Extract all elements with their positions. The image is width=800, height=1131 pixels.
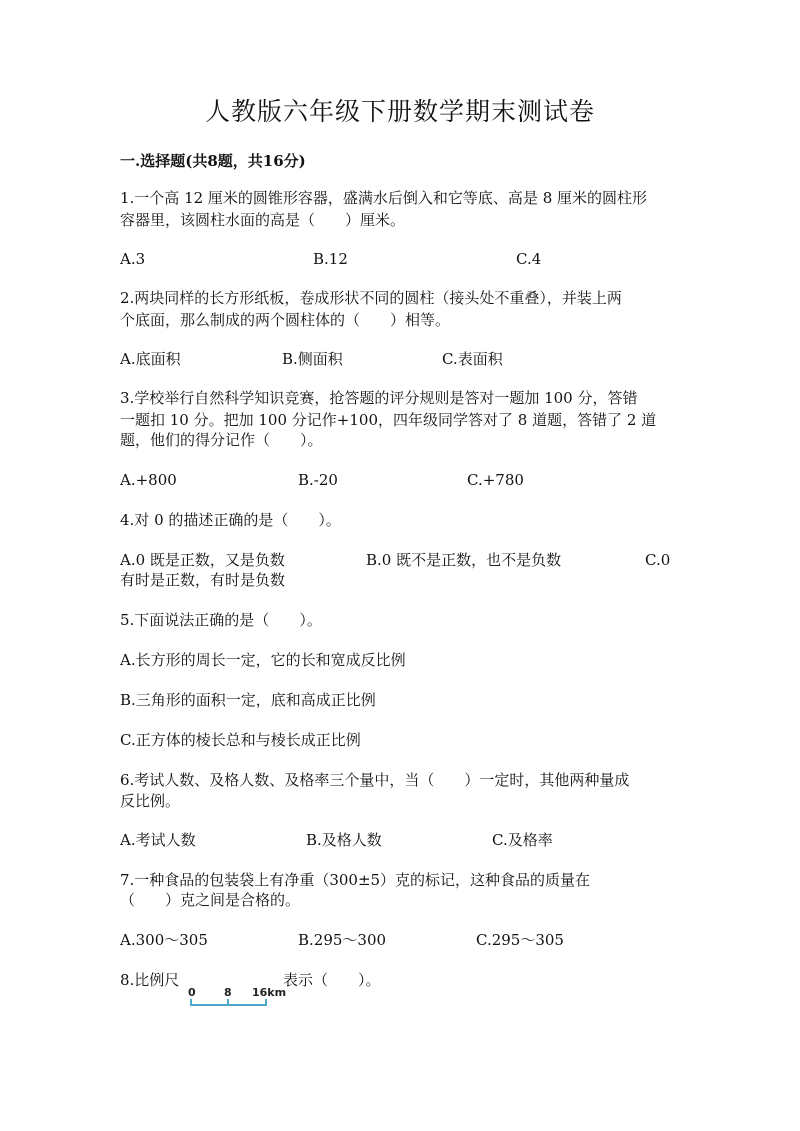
question-1-option-b: B.12 xyxy=(313,250,348,268)
question-2-line-2: 个底面，那么制成的两个圆柱体的（ ）相等。 xyxy=(120,311,451,329)
question-8-suffix: 表示（ ）。 xyxy=(283,971,381,989)
question-7-option-c: C.295～305 xyxy=(476,931,564,949)
question-5-line-1: 5.下面说法正确的是（ ）。 xyxy=(120,611,322,629)
question-1-line-1: 1.一个高 12 厘米的圆锥形容器，盛满水后倒入和它等底、高是 8 厘米的圆柱形 xyxy=(120,189,648,207)
question-6-option-b: B.及格人数 xyxy=(306,831,382,849)
question-5-option-a: A.长方形的周长一定，它的长和宽成反比例 xyxy=(120,651,406,669)
question-2-option-a: A.底面积 xyxy=(120,350,181,368)
question-5-option-b: B.三角形的面积一定，底和高成正比例 xyxy=(120,691,376,709)
scale-label-16km: 16km xyxy=(252,986,287,999)
question-5-option-c: C.正方体的棱长总和与棱长成正比例 xyxy=(120,731,361,749)
question-7-option-b: B.295～300 xyxy=(298,931,387,949)
question-2-option-b: B.侧面积 xyxy=(282,350,343,368)
question-3-line-2: 一题扣 10 分。把加 100 分记作+100，四年级同学答对了 8 道题，答错了 2 道 xyxy=(120,411,657,429)
question-1-line-2: 容器里，该圆柱水面的高是（ ）厘米。 xyxy=(120,211,406,229)
question-2-line-1: 2.两块同样的长方形纸板，卷成形状不同的圆柱（接头处不重叠），并装上两 xyxy=(120,289,622,307)
question-6-option-c: C.及格率 xyxy=(492,831,553,849)
question-3-option-b: B.-20 xyxy=(298,471,338,489)
question-4-option-a: A.0 既是正数，又是负数 xyxy=(120,551,285,569)
section-heading: 一.选择题(共8题，共16分) xyxy=(120,152,306,170)
question-2-option-c: C.表面积 xyxy=(442,350,503,368)
question-3-line-3: 题，他们的得分记作（ ）。 xyxy=(120,431,323,449)
question-1-option-a: A.3 xyxy=(120,250,146,268)
question-4-option-c-continued: 有时是正数，有时是负数 xyxy=(120,571,286,589)
question-7-line-2: （ ）克之间是合格的。 xyxy=(120,891,301,909)
scale-bar-graphic xyxy=(186,985,287,1011)
question-3-option-c: C.+780 xyxy=(467,471,524,489)
question-3-option-a: A.+800 xyxy=(120,471,177,489)
question-4-line-1: 4.对 0 的描述正确的是（ ）。 xyxy=(120,511,341,529)
question-6-option-a: A.考试人数 xyxy=(120,831,196,849)
scale-bar-lines xyxy=(191,999,266,1006)
question-3-line-1: 3.学校举行自然科学知识竞赛，抢答题的评分规则是答对一题加 100 分，答错 xyxy=(120,389,638,407)
scale-bar-figure xyxy=(186,985,287,1011)
question-6-line-1: 6.考试人数、及格人数、及格率三个量中，当（ ）一定时，其他两种量成 xyxy=(120,771,630,789)
page-title: 人教版六年级下册数学期末测试卷 xyxy=(204,97,595,126)
question-7-line-1: 7.一种食品的包装袋上有净重（300±5）克的标记，这种食品的质量在 xyxy=(120,871,591,889)
question-8-prefix: 8.比例尺 xyxy=(120,971,180,989)
scale-label-8: 8 xyxy=(224,986,232,999)
question-7-option-a: A.300～305 xyxy=(120,931,208,949)
scale-label-0: 0 xyxy=(188,986,196,999)
question-4-option-b: B.0 既不是正数，也不是负数 xyxy=(366,551,562,569)
question-4-option-c: C.0 xyxy=(645,551,671,569)
question-1-option-c: C.4 xyxy=(516,250,542,268)
question-6-line-2: 反比例。 xyxy=(120,792,181,810)
